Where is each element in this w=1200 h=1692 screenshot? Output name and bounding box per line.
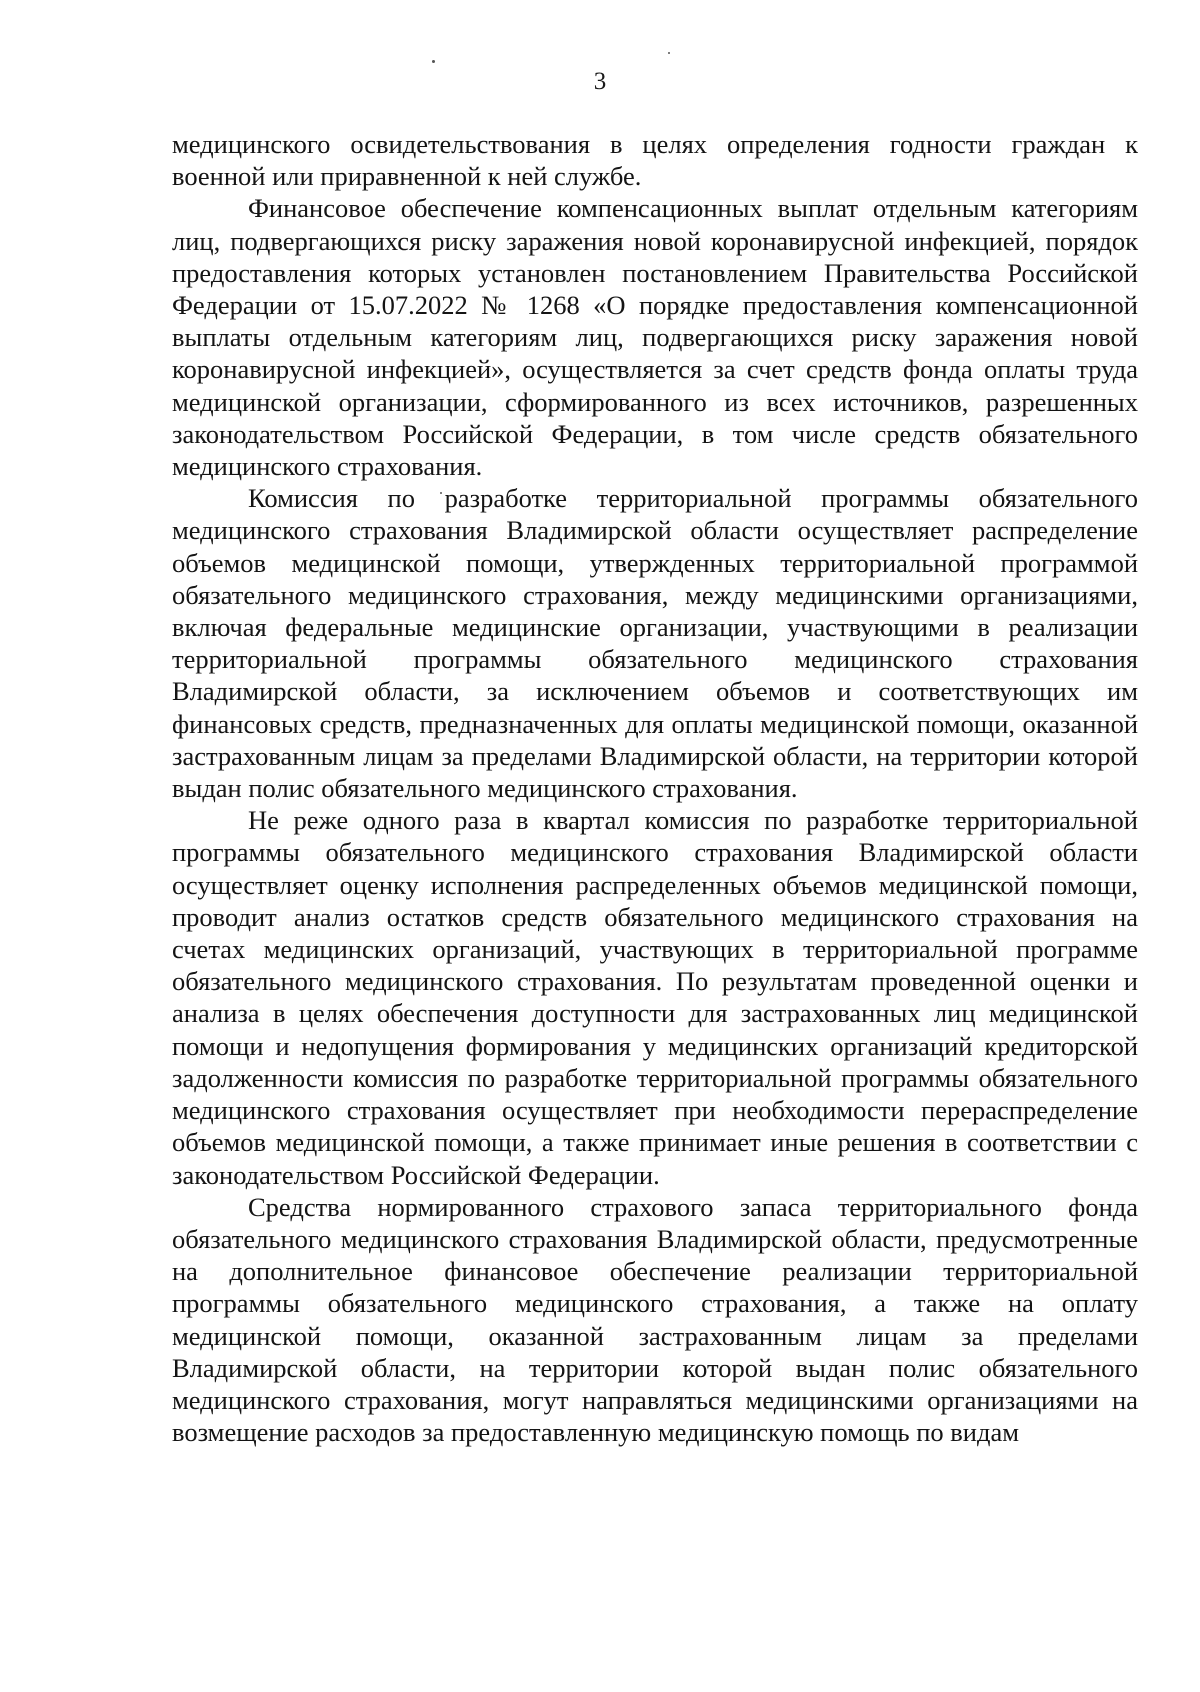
scan-speck: [668, 52, 670, 54]
scan-speck: [432, 60, 435, 63]
paragraph-quarterly-assessment: Не реже одного раза в квартал комиссия по разработке территориальной программы обязательного медицинского страхования Владимирской области осуществляет оценку исполнения распределенных объемов медицинской помощи, проводит анализ остатков средств обязательного медицинского страхования на счетах медицинских организаций, участвующих в территориальной программе обязательного медицинского страхования. По результатам проведенной оценки и анализа в целях обеспечения доступности для застрахованных лиц медицинской помощи и недопущения формирования у медицинских организаций кредиторской задолженности комиссия по разработке территориальной программы обязательного медицинского страхования осуществляет при необходимости перераспределение объемов медицинской помощи, а также принимает иные решения в соответствии с законодательством Российской Федерации.: [172, 805, 1138, 1190]
paragraph-continuation: медицинского освидетельствования в целях определения годности граждан к военной или приравненной к ней службе.: [172, 129, 1138, 192]
page-number: 3: [593, 68, 607, 95]
paragraph-insurance-reserve: Средства нормированного страхового запаса территориального фонда обязательного медицинского страхования Владимирской области, предусмотренные на дополнительное финансовое обеспечение реализации территориальной программы обязательного медицинского страхования, а также на оплату медицинской помощи, оказанной застрахованным лицам за пределами Владимирской области, на территории которой выдан полис обязательного медицинского страхования, могут направляться медицинскими организациями на возмещение расходов за предоставленную медицинскую помощь по видам: [172, 1191, 1138, 1448]
paragraph-compensation-financing: Финансовое обеспечение компенсационных выплат отдельным категориям лиц, подвергающихся риску заражения новой коронавирусной инфекцией, порядок предоставления которых установлен постановлением Правительства Российской Федерации от 15.07.2022 № 1268 «О порядке предоставления компенсационной выплаты отдельным категориям лиц, подвергающихся риску заражения новой коронавирусной инфекцией», осуществляется за счет средств фонда оплаты труда медицинской организации, сформированного из всех источников, разрешенных законодательством Российской Федерации, в том числе средств обязательного медицинского страхования.: [172, 193, 1138, 482]
paragraph-commission-distribution: Комиссия по разработке территориальной программы обязательного медицинского страхования Владимирской области осуществляет распределение объемов медицинской помощи, утвержденных территориальной программой обязательного медицинского страхования, между медицинскими организациями, включая федеральные медицинские организации, участвующими в реализации территориальной программы обязательного медицинского страхования Владимирской области, за исключением объемов и соответствующих им финансовых средств, предназначенных для оплаты медицинской помощи, оказанной застрахованным лицам за пределами Владимирской области, на территории которой выдан полис обязательного медицинского страхования.: [172, 483, 1138, 804]
document-body: [172, 128, 1138, 1448]
